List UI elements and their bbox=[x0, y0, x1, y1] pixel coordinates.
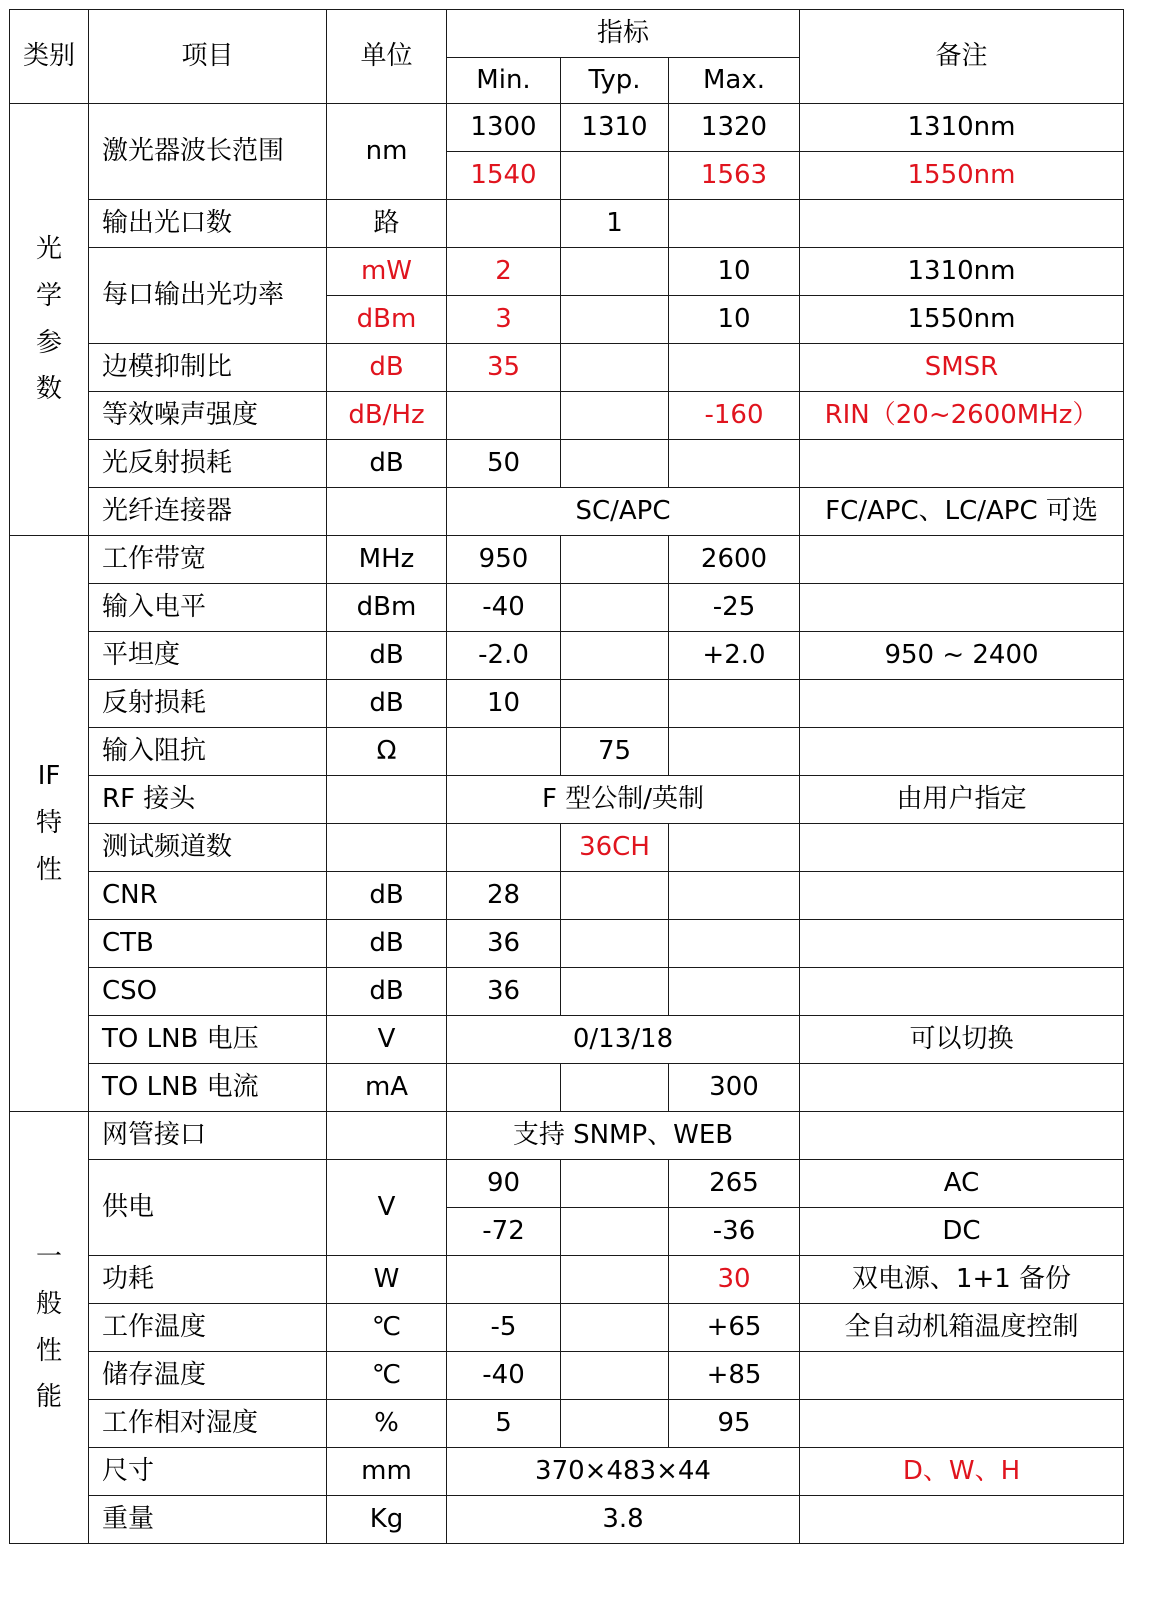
table-row bbox=[10, 248, 1124, 296]
unit-cell: V bbox=[327, 1160, 447, 1256]
typ-cell bbox=[561, 296, 669, 344]
remark-cell: 950 ~ 2400 bbox=[800, 632, 1124, 680]
item-label: CSO bbox=[89, 968, 327, 1016]
typ-cell bbox=[561, 440, 669, 488]
typ-cell bbox=[561, 1160, 669, 1208]
min-cell: -2.0 bbox=[447, 632, 561, 680]
table-row bbox=[10, 1256, 1124, 1304]
unit-cell: MHz bbox=[327, 536, 447, 584]
max-cell: +85 bbox=[669, 1352, 800, 1400]
item-label: CTB bbox=[89, 920, 327, 968]
remark-cell bbox=[800, 1064, 1124, 1112]
unit-cell: Ω bbox=[327, 728, 447, 776]
max-cell bbox=[669, 968, 800, 1016]
item-label: 反射损耗 bbox=[89, 680, 327, 728]
min-cell bbox=[447, 392, 561, 440]
header-typ: Typ. bbox=[561, 58, 669, 104]
item-label: TO LNB 电流 bbox=[89, 1064, 327, 1112]
unit-cell: dB bbox=[327, 632, 447, 680]
remark-cell: 1550nm bbox=[800, 152, 1124, 200]
value-cell: 370×483×44 bbox=[447, 1448, 800, 1496]
typ-cell bbox=[561, 392, 669, 440]
table-row bbox=[10, 1400, 1124, 1448]
remark-cell bbox=[800, 584, 1124, 632]
min-cell bbox=[447, 200, 561, 248]
unit-cell: ℃ bbox=[327, 1352, 447, 1400]
unit-cell: Kg bbox=[327, 1496, 447, 1544]
unit-cell: dB bbox=[327, 344, 447, 392]
typ-cell bbox=[561, 248, 669, 296]
remark-cell bbox=[800, 1352, 1124, 1400]
item-label: 尺寸 bbox=[89, 1448, 327, 1496]
typ-cell bbox=[561, 680, 669, 728]
min-cell bbox=[447, 1064, 561, 1112]
remark-cell bbox=[800, 680, 1124, 728]
max-cell: +2.0 bbox=[669, 632, 800, 680]
remark-cell bbox=[800, 824, 1124, 872]
table-row bbox=[10, 392, 1124, 440]
max-cell: -36 bbox=[669, 1208, 800, 1256]
item-label: 重量 bbox=[89, 1496, 327, 1544]
unit-cell: dB bbox=[327, 920, 447, 968]
remark-cell bbox=[800, 200, 1124, 248]
header-spec: 指标 bbox=[447, 10, 800, 58]
min-cell: 5 bbox=[447, 1400, 561, 1448]
item-label: 测试频道数 bbox=[89, 824, 327, 872]
table-row bbox=[10, 104, 1124, 152]
max-cell: 10 bbox=[669, 296, 800, 344]
remark-cell bbox=[800, 920, 1124, 968]
value-cell: 0/13/18 bbox=[447, 1016, 800, 1064]
typ-cell bbox=[561, 1304, 669, 1352]
remark-cell: DC bbox=[800, 1208, 1124, 1256]
table-row bbox=[10, 632, 1124, 680]
min-cell: 35 bbox=[447, 344, 561, 392]
remark-cell: FC/APC、LC/APC 可选 bbox=[800, 488, 1124, 536]
value-cell: 支持 SNMP、WEB bbox=[447, 1112, 800, 1160]
min-cell: -40 bbox=[447, 584, 561, 632]
item-label: TO LNB 电压 bbox=[89, 1016, 327, 1064]
remark-cell: 可以切换 bbox=[800, 1016, 1124, 1064]
header-unit: 单位 bbox=[327, 10, 447, 104]
table-row bbox=[10, 968, 1124, 1016]
typ-cell bbox=[561, 536, 669, 584]
remark-cell bbox=[800, 440, 1124, 488]
remark-cell bbox=[800, 728, 1124, 776]
unit-cell: mW bbox=[327, 248, 447, 296]
table-row bbox=[10, 1112, 1124, 1160]
min-cell bbox=[447, 1256, 561, 1304]
unit-cell bbox=[327, 824, 447, 872]
remark-cell: SMSR bbox=[800, 344, 1124, 392]
unit-cell bbox=[327, 1112, 447, 1160]
item-label: 输入阻抗 bbox=[89, 728, 327, 776]
remark-cell: 由用户指定 bbox=[800, 776, 1124, 824]
typ-cell bbox=[561, 632, 669, 680]
typ-cell bbox=[561, 872, 669, 920]
unit-cell: nm bbox=[327, 104, 447, 200]
item-label: 工作带宽 bbox=[89, 536, 327, 584]
header-remark: 备注 bbox=[800, 10, 1124, 104]
max-cell: 265 bbox=[669, 1160, 800, 1208]
typ-cell: 1 bbox=[561, 200, 669, 248]
max-cell: 1320 bbox=[669, 104, 800, 152]
spec-table-wrapper bbox=[9, 9, 1124, 1544]
max-cell bbox=[669, 872, 800, 920]
min-cell: 50 bbox=[447, 440, 561, 488]
item-label: 储存温度 bbox=[89, 1352, 327, 1400]
table-row bbox=[10, 344, 1124, 392]
min-cell: 36 bbox=[447, 968, 561, 1016]
header-min: Min. bbox=[447, 58, 561, 104]
section-if: IF 特 性 bbox=[10, 536, 89, 1112]
remark-cell: RIN（20~2600MHz） bbox=[800, 392, 1124, 440]
typ-cell bbox=[561, 1352, 669, 1400]
min-cell: -5 bbox=[447, 1304, 561, 1352]
min-cell: 2 bbox=[447, 248, 561, 296]
remark-cell: 1310nm bbox=[800, 248, 1124, 296]
header-row-1 bbox=[10, 10, 1124, 58]
table-row bbox=[10, 728, 1124, 776]
max-cell bbox=[669, 200, 800, 248]
min-cell: 1300 bbox=[447, 104, 561, 152]
min-cell bbox=[447, 728, 561, 776]
max-cell bbox=[669, 440, 800, 488]
unit-cell: ℃ bbox=[327, 1304, 447, 1352]
unit-cell: dBm bbox=[327, 296, 447, 344]
unit-cell: dB/Hz bbox=[327, 392, 447, 440]
max-cell: -160 bbox=[669, 392, 800, 440]
table-row bbox=[10, 488, 1124, 536]
table-row bbox=[10, 776, 1124, 824]
table-row bbox=[10, 1160, 1124, 1208]
item-label: CNR bbox=[89, 872, 327, 920]
section-general: 一般性能 bbox=[10, 1112, 89, 1544]
typ-cell bbox=[561, 152, 669, 200]
remark-cell: 1310nm bbox=[800, 104, 1124, 152]
table-row bbox=[10, 536, 1124, 584]
max-cell bbox=[669, 824, 800, 872]
unit-cell: dB bbox=[327, 968, 447, 1016]
unit-cell: 路 bbox=[327, 200, 447, 248]
min-cell: 10 bbox=[447, 680, 561, 728]
table-row bbox=[10, 824, 1124, 872]
min-cell: -40 bbox=[447, 1352, 561, 1400]
remark-cell bbox=[800, 872, 1124, 920]
spec-table bbox=[9, 9, 1124, 1544]
remark-cell: 1550nm bbox=[800, 296, 1124, 344]
table-row bbox=[10, 200, 1124, 248]
typ-cell bbox=[561, 1064, 669, 1112]
item-label: 供电 bbox=[89, 1160, 327, 1256]
min-cell: 90 bbox=[447, 1160, 561, 1208]
remark-cell bbox=[800, 1400, 1124, 1448]
item-label: 等效噪声强度 bbox=[89, 392, 327, 440]
table-row bbox=[10, 1304, 1124, 1352]
typ-cell bbox=[561, 920, 669, 968]
item-label: RF 接头 bbox=[89, 776, 327, 824]
max-cell bbox=[669, 920, 800, 968]
header-max: Max. bbox=[669, 58, 800, 104]
typ-cell bbox=[561, 1208, 669, 1256]
max-cell bbox=[669, 344, 800, 392]
typ-cell: 1310 bbox=[561, 104, 669, 152]
unit-cell: dB bbox=[327, 680, 447, 728]
typ-cell: 36CH bbox=[561, 824, 669, 872]
item-label: 输出光口数 bbox=[89, 200, 327, 248]
remark-cell bbox=[800, 968, 1124, 1016]
table-row bbox=[10, 680, 1124, 728]
typ-cell bbox=[561, 968, 669, 1016]
unit-cell bbox=[327, 488, 447, 536]
min-cell: 36 bbox=[447, 920, 561, 968]
unit-cell: mm bbox=[327, 1448, 447, 1496]
item-label: 每口输出光功率 bbox=[89, 248, 327, 344]
remark-cell: D、W、H bbox=[800, 1448, 1124, 1496]
remark-cell bbox=[800, 1496, 1124, 1544]
min-cell: 3 bbox=[447, 296, 561, 344]
typ-cell bbox=[561, 1400, 669, 1448]
min-cell: -72 bbox=[447, 1208, 561, 1256]
item-label: 功耗 bbox=[89, 1256, 327, 1304]
unit-cell: dBm bbox=[327, 584, 447, 632]
min-cell: 950 bbox=[447, 536, 561, 584]
value-cell: 3.8 bbox=[447, 1496, 800, 1544]
min-cell bbox=[447, 824, 561, 872]
table-row bbox=[10, 1352, 1124, 1400]
item-label: 工作温度 bbox=[89, 1304, 327, 1352]
max-cell: -25 bbox=[669, 584, 800, 632]
max-cell: 95 bbox=[669, 1400, 800, 1448]
table-row bbox=[10, 1016, 1124, 1064]
item-label: 平坦度 bbox=[89, 632, 327, 680]
item-label: 光纤连接器 bbox=[89, 488, 327, 536]
unit-cell: dB bbox=[327, 872, 447, 920]
max-cell: 1563 bbox=[669, 152, 800, 200]
header-category: 类别 bbox=[10, 10, 89, 104]
max-cell: +65 bbox=[669, 1304, 800, 1352]
min-cell: 28 bbox=[447, 872, 561, 920]
item-label: 输入电平 bbox=[89, 584, 327, 632]
unit-cell: W bbox=[327, 1256, 447, 1304]
table-row bbox=[10, 872, 1124, 920]
item-label: 网管接口 bbox=[89, 1112, 327, 1160]
table-row bbox=[10, 1064, 1124, 1112]
remark-cell: 双电源、1+1 备份 bbox=[800, 1256, 1124, 1304]
max-cell bbox=[669, 728, 800, 776]
max-cell: 300 bbox=[669, 1064, 800, 1112]
max-cell: 2600 bbox=[669, 536, 800, 584]
item-label: 激光器波长范围 bbox=[89, 104, 327, 200]
typ-cell bbox=[561, 344, 669, 392]
item-label: 光反射损耗 bbox=[89, 440, 327, 488]
min-cell: 1540 bbox=[447, 152, 561, 200]
remark-cell: 全自动机箱温度控制 bbox=[800, 1304, 1124, 1352]
max-cell bbox=[669, 680, 800, 728]
unit-cell bbox=[327, 776, 447, 824]
typ-cell bbox=[561, 1256, 669, 1304]
remark-cell bbox=[800, 536, 1124, 584]
section-optical: 光学参数 bbox=[10, 104, 89, 536]
max-cell: 30 bbox=[669, 1256, 800, 1304]
table-row bbox=[10, 1448, 1124, 1496]
unit-cell: mA bbox=[327, 1064, 447, 1112]
table-row bbox=[10, 1496, 1124, 1544]
max-cell: 10 bbox=[669, 248, 800, 296]
unit-cell: dB bbox=[327, 440, 447, 488]
value-cell: F 型公制/英制 bbox=[447, 776, 800, 824]
table-row bbox=[10, 440, 1124, 488]
typ-cell bbox=[561, 584, 669, 632]
remark-cell bbox=[800, 1112, 1124, 1160]
typ-cell: 75 bbox=[561, 728, 669, 776]
unit-cell: V bbox=[327, 1016, 447, 1064]
unit-cell: % bbox=[327, 1400, 447, 1448]
item-label: 边模抑制比 bbox=[89, 344, 327, 392]
table-row bbox=[10, 920, 1124, 968]
value-cell: SC/APC bbox=[447, 488, 800, 536]
table-row bbox=[10, 584, 1124, 632]
remark-cell: AC bbox=[800, 1160, 1124, 1208]
item-label: 工作相对湿度 bbox=[89, 1400, 327, 1448]
header-item: 项目 bbox=[89, 10, 327, 104]
